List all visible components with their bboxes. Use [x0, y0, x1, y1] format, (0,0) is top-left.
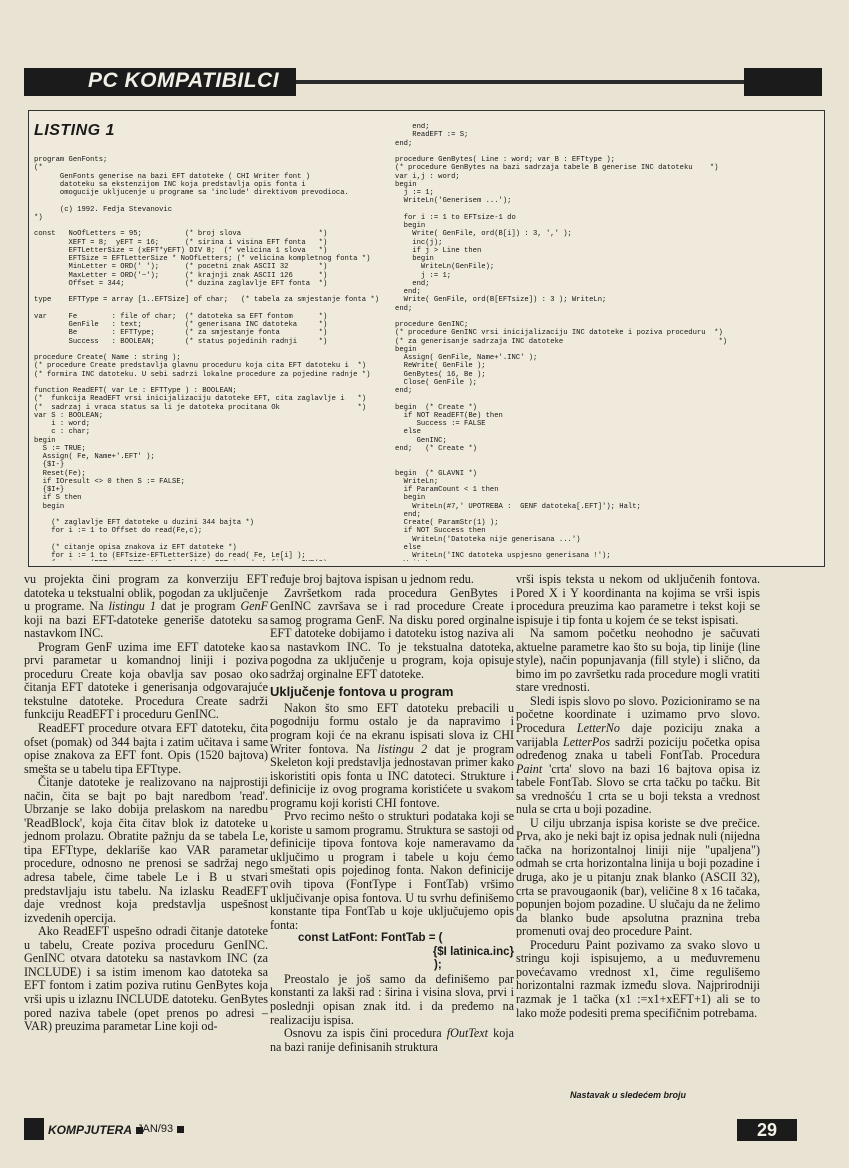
paragraph: Program GenF uzima ime EFT datoteke kao prvi parametar u komandnoj liniji i poziva proceduru Create koja obavlja sav posao oko čitanja EFT datoteke i generisanja odgovarajuće tekstulne datoteke. Procedura Create sadrži funkciju ReadEFT i proceduru GenINC.	[24, 639, 268, 722]
paragraph: Nakon što smo EFT datoteku prebacili u pogodniju formu ostalo je da napravimo i program koji će na ekranu ispisati slova iz CHI Writer fontova. Na listingu 2 dat je program Skeleton koji predstavlja jednostavan primer kako iskoristiti opis fonta u INC datoteci. Strukture i definicije iz ovog programa koristićete u svakom programu koji koristi CHI fontove.	[270, 700, 515, 810]
paragraph: vu projekta čini program za konverziju EFT datoteka u tekstualni oblik, pogodan za uključenje u programe. Na listingu 1 dat je program GenF koji na bazi EFT-datoteke generiše datoteku sa nastavkom INC.	[24, 572, 268, 641]
paragraph: ReadEFT procedure otvara EFT datoteku, čita ofset (pomak) od 344 bajta i zatim učitava i same opise znakova za EFT font. Opis (1520 bajtova) smešta se u tabelu tipa EFTtype.	[24, 721, 268, 776]
footer-square-icon	[177, 1126, 184, 1133]
continued-note: Nastavak u sledećem broju	[570, 1090, 687, 1100]
paragraph: ređuje broj bajtova ispisan u jednom redu.	[270, 572, 474, 586]
header-rule	[296, 80, 768, 84]
article-column-3	[516, 573, 760, 1020]
footer-brand: KOMPJUTERA	[48, 1123, 147, 1137]
listing-code-right: end; ReadEFT := S; end; procedure GenBytes( Line : word; var B : EFTtype ); (* procedure GenBytes na bazi sadrzaja tabele B generise INC datoteku *) var i,j : word; begin j := 1; WriteLn('Generisem ...'); for i := 1 to EFTsize-1 do begin Write( GenFile, ord(B[i]) : 3, ',' ); inc(j); if j > Line then begin WriteLn(GenFile); j := 1; end; end; Write( GenFile, ord(B[EFTsize]) : 3 ); WriteLn; end; procedure GenINC; (* procedure GenINC vrsi inicijalizaciju INC datoteke i poziva proceduru *) (* za generisanje sadrzaja INC datoteke *) begin Assign( GenFile, Name+'.INC' ); ReWrite( GenFile ); GenBytes( 16, Be ); Close( GenFile ); end; begin (* Create *) if NOT ReadEFT(Be) then Success := FALSE else GenINC; end; (* Create *) begin (* GLAVNI *) WriteLn; if ParamCount < 1 then begin WriteLn(#7,' UPOTREBA : GENF datoteka[.EFT]'); Halt; end; Create( ParamStr(1) ); if NOT Success then WriteLn('Datoteka nije generisana ...') else WriteLn('INC datoteka uspjesno generisana !');	[395, 123, 728, 560]
listing-code-left: program GenFonts; (* GenFonts generise na bazi EFT datoteke ( CHI Writer font ) datoteku sa ekstenzijom INC koja predstavlja opis fonta i omogucije ukljucenje u programe sa 'include' direktivom prevodioca. (c) 1992. Fedja Stevanovic *) const NoOfLetters = 95; (* broj slova *) XEFT = 8; yEFT = 16; (* sirina i visina EFT fonta *) EFTLetterSize = (xEFT*yEFT) DIV 8; (* velicina 1 slova *) EFTSize = EFTLetterSize * NoOfLetters; (* velicina kompletnog fonta *) MinLetter = ORD(' '); (* pocetni znak ASCII 32 *) MaxLetter = ORD('~'); (* krajnji znak ASCII 126 *) Offset = 344; (* duzina zaglavlje EFT fonta *) type EFTType = array [1..EFTSize] of char; (* tabela za smjestanje fonta *) var Fe : file of char; (* datoteka sa EFT fontom *) GenFile : text; (* generisana INC datoteka *) Be : EFTType; (* za smjestanje fonta *) Success : BOOLEAN; (* status pojedinih radnji *) procedure Create( Name : string ); (* procedure Create predstavlja glavnu proceduru koja cita EFT datoteku i *) (* formira INC datoteku. U sebi sadrzi lokalne procedure za pojedine radnje *) function ReadEFT( var Le : EFTType ) : BOOLEAN; (* funkcija ReadEFT vrsi inicijalizaciju datoteke EFT, cita zaglavlje i *) (* sadrzaj i vraca status sa li je datoteka procitana Ok *) var S : BOOLEAN; i : word; c : char; begin S := TRUE; Assign( Fe, Name+'.EFT' ); {$I-} Reset(Fe); if IOresult <> 0 then S := FALSE; {$I+} if S then begin (* zaglavlje EFT datoteke u duzini 344 bajta *) for i := 1 to Offset do read(Fe,c); (* citanje opisa znakova iz EFT datoteke *) for i := 1 to (EFTsize-EFTLetterSize) do read( Fe, Le[i] );	[34, 156, 380, 560]
header-tab	[744, 68, 822, 96]
code-snippet-line: const LatFont: FontTab = (	[298, 932, 443, 945]
article-column-2	[270, 573, 514, 1054]
paragraph: Na samom početku neohodno je sačuvati aktuelne parametre kao što su boja, tip linije (line style), način popunjavanja (fill style) i slično, da bimo im po završetku rada procedure mogli vratiti stare vrednosti.	[516, 626, 760, 695]
paragraph: Osnovu za ispis čini procedura fOutText koja na bazi ranije definisanih struktura	[270, 1026, 514, 1054]
section-header	[24, 68, 824, 96]
paragraph: Sledi ispis slovo po slovo. Pozicioniramo se na početne koordinate i uzimamo prvo slovo. Procedura LetterNo daje poziciju znaka a varijabla LetterPos sadrži poziciju početka opisa određenog znaka u tabeli FontTab. Procedura Paint 'crta' slovo na bazi 16 bajtova opisa iz tabele FontTab. Slovo se crta tačku po tačku. Bit sa vrednošću 1 crta se u boji teksta a vrednost nula se crta u boji pozadine.	[516, 693, 760, 817]
footer-issue: JAN/93	[137, 1123, 188, 1135]
paragraph: Završetkom rada procedura GenBytes i GenINC završava se i rad procedure Create i samog programa GenF. Na disku pored orginalne EFT datoteke dobijamo i datoteku istog naziva ali sa nastavkom INC. To je tekstualna datoteka, pogodna za uključenje u program, koja opisuje sadržaj orginalne EFT datoteke.	[270, 585, 514, 681]
section-heading: Uključenje fontova u program	[270, 684, 454, 700]
paragraph: Ako ReadEFT uspešno odradi čitanje datoteke u tabelu, Create poziva proceduru GenINC. GenINC otvara datoteku sa nastavkom INC (za INCLUDE) i sa istim imenom kao datoteka sa EFT fontom i zatim poziva rutinu GenBytes koja vrši upis u izlaznu INCLUDE datoteku. GenBytes pored naziva tabele (opet prenos po adresi – VAR) preuzima parametar Line koji od-	[24, 924, 268, 1034]
paragraph: Prvo recimo nešto o strukturi podataka koji se koriste u samom programu. Struktura se sastoji od definicije tipova fontova koje nameravamo da uključimo u program i tabele u koju ćemo smeštati opis pojedinog fonta. Nakon definicije ovih tipova (FontType i FontTab) vršimo uključivanje opisa fontova. U tu svrhu definišemo konstante tipa FontTab u koje uključujemo opis fonta:	[270, 809, 514, 932]
paragraph: U cilju ubrzanja ispisa koriste se dve prečice. Prva, ako je neki bajt iz opisa jednak nuli (nijedna tačka na horizontalnoj liniji nije "upaljena") odmah se crta horizontalna linija u boji pozadine i druga, ako je u pitanju znak blanko (ASCII 32), crta se pravougaonik (bar), veličine 8 x 16 tačaka, popunjen bojom pozadine. U slučaju da ne želimo da blanko bude apsolutna praznina treba promenuti ovaj deo procedure Paint.	[516, 815, 760, 939]
paragraph: vrši ispis teksta u nekom od uključenih fontova. Pored X i Y koordinanta na kojima se vrši ispis procedura preuzima kao parametre i tekst koji se ispisuje i tip fonta u kojem će se tekst ispisati.	[516, 572, 760, 627]
footer-block	[24, 1118, 44, 1140]
code-snippet-line: {$I latinica.inc}	[432, 945, 514, 958]
listing-title: LISTING 1	[34, 122, 115, 139]
page-footer	[24, 1118, 844, 1142]
page-number: 29	[737, 1119, 797, 1141]
code-snippet-line: );	[434, 959, 442, 972]
paragraph: Preostalo je još samo da definišemo par konstanti za lakši rad : širina i visina slova, prvi i poslednji opisan znak itd. i da pređemo na realizaciju ispisa.	[270, 971, 514, 1027]
paragraph: Čitanje datoteke je realizovano na najprostiji način, čita se bajt po bajt naredbom 'read'. Ubrzanje se lako dobija prelaskom na naredbu 'ReadBlock', koja čita čitav blok iz datoteke u jednom prolazu. Obratite pažnju da se tabela Le, tipa EFTtype, deklariše kao VAR parametar procedure, odnosno ne prenosi se sadržaj nego adresa tabele, čime tabele Le i B u stvari predstavljaju istu tabelu. Na izlasku ReadEFT daje vrednost koja predstavlja uspešnost izvedenih opercija.	[24, 775, 268, 925]
article-column-1	[24, 573, 268, 1034]
section-title: PC KOMPATIBILCI	[88, 69, 280, 92]
paragraph: Proceduru Paint pozivamo za svako slovo u stringu koji ispisujemo, a u međuvremenu povećavamo vrednost x1, čime regulišemo horizontalni razmak između slova. Najprirodniji razmak je 1 tačka (x1 :=x1+xEFT+1) ali se to lako može podesiti prema specifičnim potrebama.	[516, 937, 760, 1020]
